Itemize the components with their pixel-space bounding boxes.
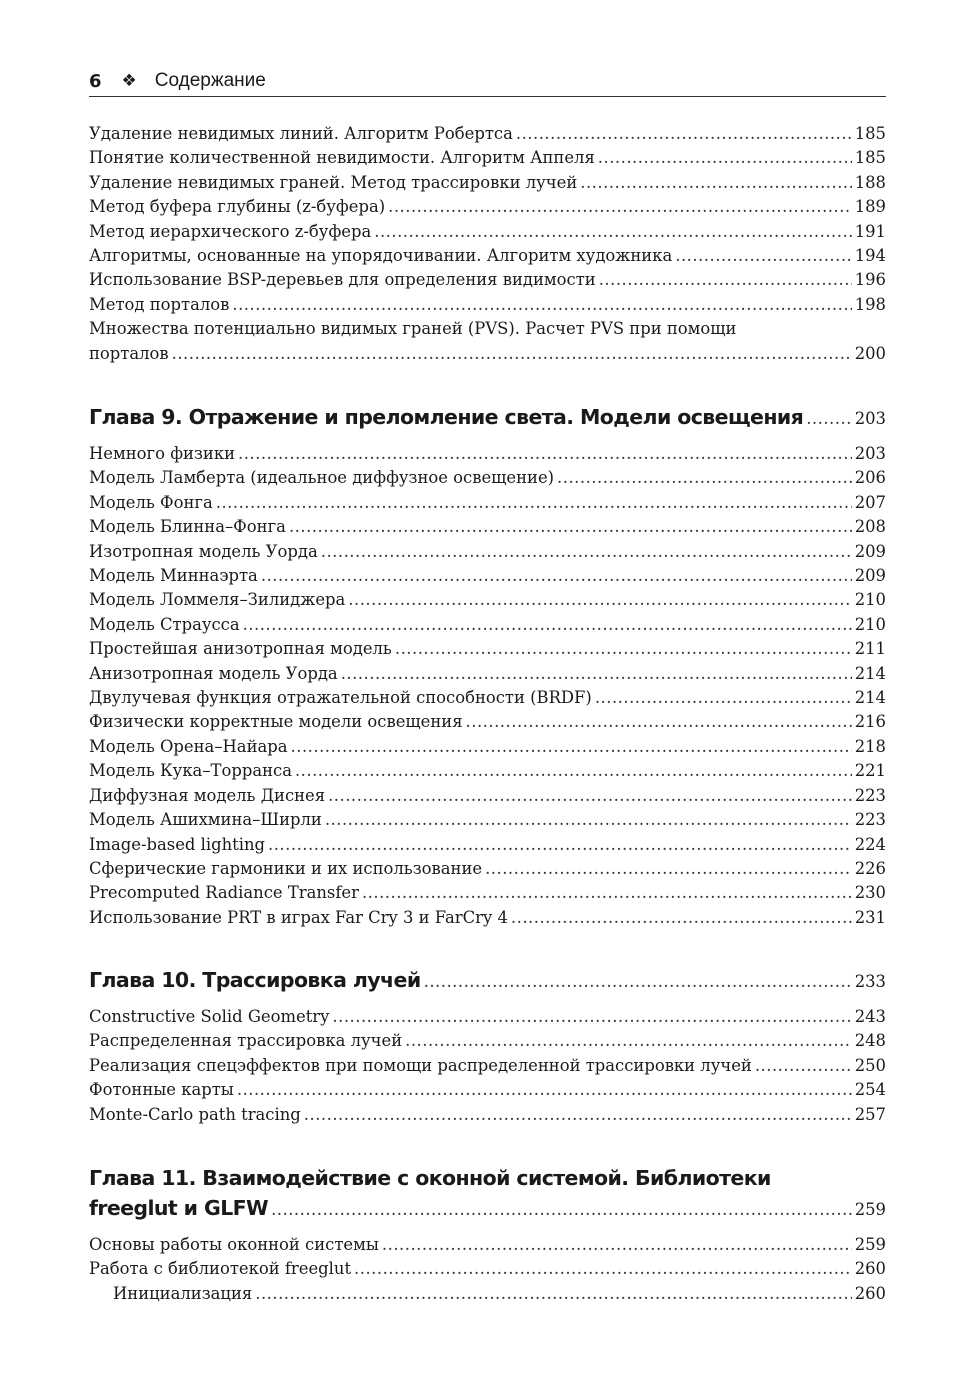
dot-leader xyxy=(261,564,852,588)
dot-leader xyxy=(172,342,852,366)
dot-leader xyxy=(321,540,852,564)
entry-title: Анизотропная модель Уорда xyxy=(89,663,338,683)
entry-title: Удаление невидимых граней. Метод трассировки лучей xyxy=(89,172,578,192)
entry-title: Метод порталов xyxy=(89,294,230,314)
entry-page: 188 xyxy=(854,172,886,192)
entry-title: Monte-Carlo path tracing xyxy=(89,1104,301,1124)
entry-title: Метод иерархического z-буфера xyxy=(89,221,372,241)
dot-leader xyxy=(354,1257,852,1281)
entry-title: Модель Ашихмина–Ширли xyxy=(89,810,322,830)
toc-entry[interactable] xyxy=(89,588,886,612)
toc-entry[interactable] xyxy=(89,833,886,857)
entry-page: 200 xyxy=(854,343,886,363)
entry-title: порталов xyxy=(89,343,169,363)
dot-leader xyxy=(388,195,852,219)
dot-leader xyxy=(382,1233,852,1257)
chapter-heading[interactable] xyxy=(89,1193,886,1225)
entry-title: Модель Страусса xyxy=(89,614,240,634)
toc-entry[interactable] xyxy=(89,146,886,170)
entry-title: Двулучевая функция отражательной способности (BRDF) xyxy=(89,688,592,708)
dot-leader xyxy=(271,1195,852,1225)
entry-title: Изотропная модель Уорда xyxy=(89,541,318,561)
toc-chapter-10 xyxy=(89,1005,886,1127)
entry-page: 224 xyxy=(854,834,886,854)
dot-leader xyxy=(598,146,852,170)
dot-leader xyxy=(232,293,851,317)
chapter-heading[interactable] xyxy=(89,965,886,997)
ornament-icon: ❖ xyxy=(121,71,137,91)
entry-page: 254 xyxy=(854,1080,886,1100)
entry-title: Использование BSP-деревьев для определения видимости xyxy=(89,270,596,290)
dot-leader xyxy=(362,881,852,905)
entry-title: Алгоритмы, основанные на упорядочивании. Алгоритм художника xyxy=(89,246,673,266)
entry-page: 250 xyxy=(854,1055,886,1075)
toc-entry[interactable] xyxy=(89,613,886,637)
entry-page: 196 xyxy=(854,270,886,290)
entry-title: Работа с библиотекой freeglut xyxy=(89,1259,352,1279)
dot-leader xyxy=(580,171,851,195)
toc-entry-wrapped-line2[interactable] xyxy=(89,342,886,366)
toc-subentry[interactable] xyxy=(89,1282,886,1306)
chapter-11-heading xyxy=(89,1163,886,1225)
entry-page: 260 xyxy=(854,1283,886,1303)
entry-page: 218 xyxy=(854,736,886,756)
entry-page: 194 xyxy=(854,246,886,266)
chapter-page: 203 xyxy=(854,409,886,428)
entry-title: Модель Фонга xyxy=(89,492,213,512)
dot-leader xyxy=(291,735,852,759)
entry-page: 208 xyxy=(854,517,886,537)
toc-entry[interactable] xyxy=(89,1005,886,1029)
toc-entry[interactable] xyxy=(89,515,886,539)
dot-leader xyxy=(675,244,851,268)
toc-entry[interactable] xyxy=(89,466,886,490)
toc-entry[interactable] xyxy=(89,293,886,317)
entry-title: Реализация спецэффектов при помощи распределенной трассировки лучей xyxy=(89,1055,752,1075)
entry-page: 191 xyxy=(854,221,886,241)
dot-leader xyxy=(374,220,851,244)
entry-page: 185 xyxy=(854,124,886,143)
chapter-page: 233 xyxy=(854,972,886,991)
entry-page: 210 xyxy=(854,590,886,610)
toc-entry[interactable] xyxy=(89,195,886,219)
dot-leader xyxy=(405,1029,852,1053)
entry-title: Constructive Solid Geometry xyxy=(89,1007,330,1026)
toc-entry[interactable] xyxy=(89,268,886,292)
entry-page: 209 xyxy=(854,566,886,586)
entry-page: 211 xyxy=(854,639,886,659)
entry-page: 209 xyxy=(854,541,886,561)
toc-entry[interactable] xyxy=(89,122,886,146)
entry-page: 248 xyxy=(854,1031,886,1051)
toc-entry[interactable] xyxy=(89,1054,886,1078)
running-head-title: Содержание xyxy=(154,70,266,91)
entry-title: Распределенная трассировка лучей xyxy=(89,1031,403,1051)
entry-title: Image-based lighting xyxy=(89,834,266,854)
entry-title: Precomputed Radiance Transfer xyxy=(89,883,359,903)
toc-entry[interactable] xyxy=(89,662,886,686)
dot-leader xyxy=(424,967,852,997)
entry-page: 206 xyxy=(854,468,886,488)
entry-page: 189 xyxy=(854,197,886,217)
dot-leader xyxy=(268,833,852,857)
entry-page: 230 xyxy=(854,883,886,903)
entry-title: Модель Миннаэрта xyxy=(89,566,258,586)
entry-title: Использование PRT в играх Far Cry 3 и FarCry 4 xyxy=(89,907,508,927)
chapter-title-line1[interactable]: Глава 11. Взаимодействие с оконной системой. Библиотеки xyxy=(89,1166,771,1190)
entry-title: Инициализация xyxy=(113,1283,253,1303)
entry-title: Модель Ломмеля–Зилиджера xyxy=(89,590,346,610)
toc-entry[interactable] xyxy=(89,491,886,515)
entry-title: Модель Ламберта (идеальное диффузное освещение) xyxy=(89,468,555,488)
toc-entry[interactable] xyxy=(89,686,886,710)
running-head xyxy=(89,66,886,97)
toc-entry[interactable] xyxy=(89,1078,886,1102)
toc-entry[interactable] xyxy=(89,1257,886,1281)
entry-page: 210 xyxy=(854,614,886,634)
entry-page: 257 xyxy=(854,1104,886,1124)
entry-title: Метод буфера глубины (z-буфера) xyxy=(89,197,386,217)
dot-leader xyxy=(295,759,852,783)
dot-leader xyxy=(332,1005,851,1029)
toc-entry[interactable] xyxy=(89,564,886,588)
entry-page: 207 xyxy=(854,492,886,512)
entry-title: Диффузная модель Диснея xyxy=(89,785,326,805)
dot-leader xyxy=(325,808,852,832)
dot-leader xyxy=(599,268,852,292)
toc-entry[interactable] xyxy=(89,1029,886,1053)
toc-entry[interactable] xyxy=(89,442,886,466)
entry-title: Немного физики xyxy=(89,444,235,463)
entry-page: 185 xyxy=(854,148,886,168)
dot-leader xyxy=(595,686,852,710)
toc-entry-wrapped-line1[interactable] xyxy=(89,317,886,341)
entry-title: Понятие количественной невидимости. Алгоритм Аппеля xyxy=(89,148,595,168)
entry-page: 243 xyxy=(854,1007,886,1026)
entry-title: Фотонные карты xyxy=(89,1080,234,1100)
dot-leader xyxy=(348,588,851,612)
entry-title: Сферические гармоники и их использование xyxy=(89,858,483,878)
entry-title: Модель Кука–Торранса xyxy=(89,761,292,781)
toc-chapter-11 xyxy=(89,1233,886,1306)
chapter-page: 259 xyxy=(854,1200,886,1219)
entry-title: Модель Орена–Найара xyxy=(89,736,288,756)
toc-entry[interactable] xyxy=(89,784,886,808)
dot-leader xyxy=(557,466,852,490)
toc-entry[interactable] xyxy=(89,1103,886,1127)
entry-page: 231 xyxy=(854,907,886,927)
dot-leader xyxy=(238,442,852,466)
dot-leader xyxy=(243,613,852,637)
dot-leader xyxy=(304,1103,852,1127)
entry-page: 214 xyxy=(854,688,886,708)
entry-page: 214 xyxy=(854,663,886,683)
page-number: 6 xyxy=(89,70,102,92)
chapter-title: Глава 10. Трассировка лучей xyxy=(89,968,421,992)
entry-page: 223 xyxy=(854,785,886,805)
toc-entry[interactable] xyxy=(89,637,886,661)
entry-title: Модель Блинна–Фонга xyxy=(89,517,286,537)
dot-leader xyxy=(328,784,852,808)
toc-entry[interactable] xyxy=(89,1233,886,1257)
toc-entry[interactable] xyxy=(89,540,886,564)
toc-entry[interactable] xyxy=(89,244,886,268)
entry-page: 198 xyxy=(854,294,886,314)
dot-leader xyxy=(289,515,852,539)
chapter-title: Глава 9. Отражение и преломление света. Модели освещения xyxy=(89,405,804,429)
dot-leader xyxy=(341,662,852,686)
dot-leader xyxy=(511,906,852,930)
dot-leader xyxy=(216,491,852,515)
toc-entry[interactable] xyxy=(89,906,886,930)
toc-entry[interactable] xyxy=(89,857,886,881)
entry-page: 226 xyxy=(854,858,886,878)
dot-leader xyxy=(516,122,852,146)
entry-title: Множества потенциально видимых граней (PVS). Расчет PVS при помощи xyxy=(89,319,737,339)
entry-page: 221 xyxy=(854,761,886,781)
toc-chapter-9 xyxy=(89,442,886,930)
toc-entry[interactable] xyxy=(89,171,886,195)
toc-entry[interactable] xyxy=(89,881,886,905)
dot-leader xyxy=(255,1282,851,1306)
toc-entry[interactable] xyxy=(89,710,886,734)
dot-leader xyxy=(755,1054,852,1078)
toc-section-a xyxy=(89,122,886,366)
entry-title: Удаление невидимых линий. Алгоритм Робертса xyxy=(89,124,513,143)
chapter-heading[interactable] xyxy=(89,402,886,434)
chapter-9-heading xyxy=(89,402,886,434)
entry-page: 203 xyxy=(854,444,886,463)
entry-page: 259 xyxy=(854,1235,886,1254)
toc-entry[interactable] xyxy=(89,220,886,244)
dot-leader xyxy=(806,404,851,434)
entry-title: Физически корректные модели освещения xyxy=(89,712,463,732)
dot-leader xyxy=(466,710,852,734)
entry-page: 216 xyxy=(854,712,886,732)
dot-leader xyxy=(237,1078,852,1102)
dot-leader xyxy=(485,857,852,881)
chapter-title-line2: freeglut и GLFW xyxy=(89,1196,269,1220)
entry-page: 223 xyxy=(854,810,886,830)
entry-page: 260 xyxy=(854,1259,886,1279)
toc-entry[interactable] xyxy=(89,808,886,832)
toc-entry[interactable] xyxy=(89,735,886,759)
chapter-10-heading xyxy=(89,965,886,997)
toc-entry[interactable] xyxy=(89,759,886,783)
dot-leader xyxy=(395,637,852,661)
entry-title: Основы работы оконной системы xyxy=(89,1235,379,1254)
entry-title: Простейшая анизотропная модель xyxy=(89,639,392,659)
